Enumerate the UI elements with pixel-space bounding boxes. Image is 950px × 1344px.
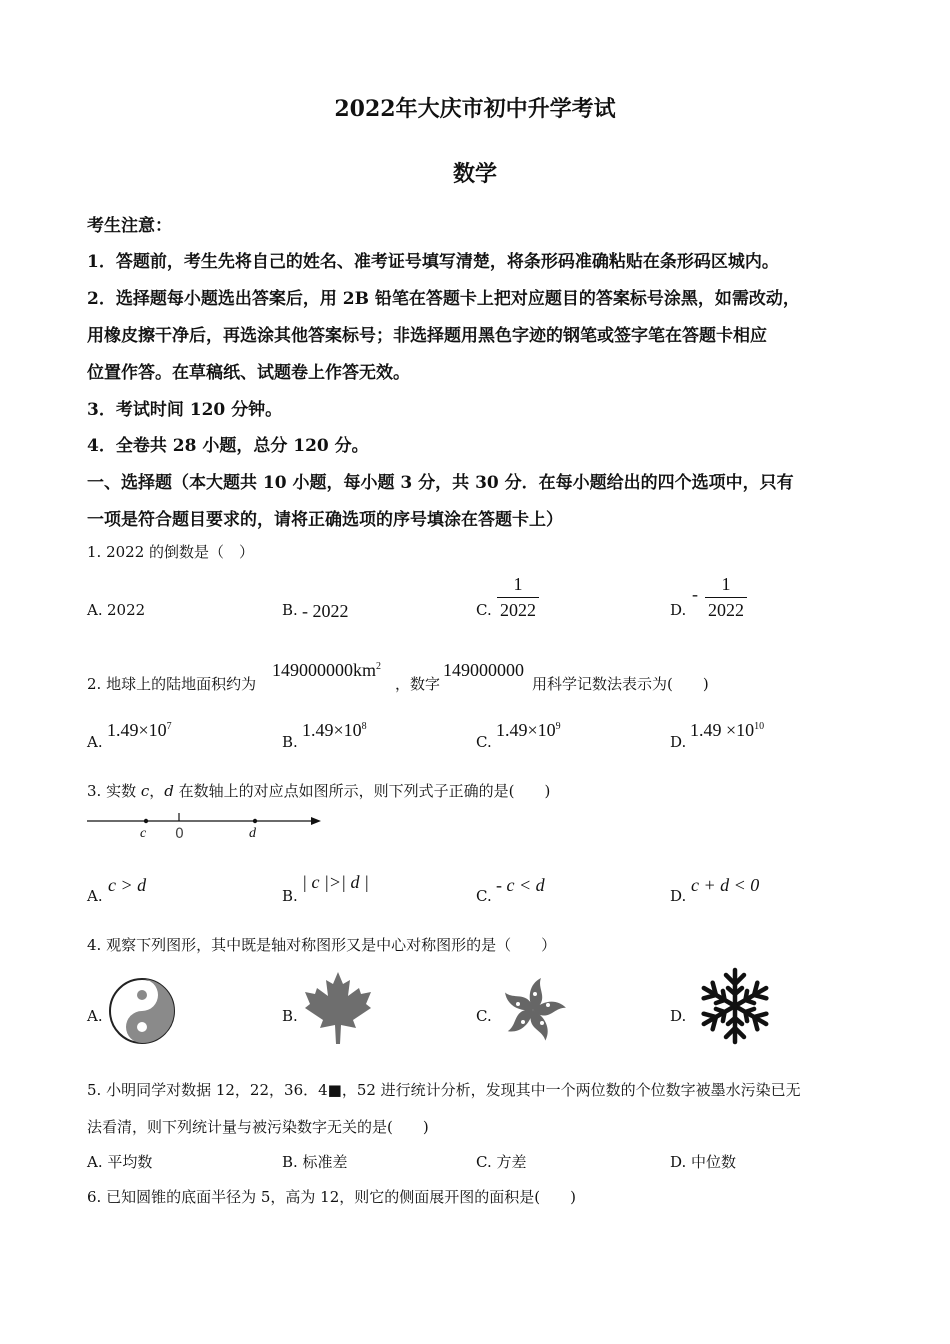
q2-number: 149000000	[443, 660, 524, 680]
q2-option-d-label: D.	[670, 733, 687, 751]
q3-option-d-label: D.	[670, 887, 687, 905]
notice-item: 4．全卷共 28 小题，总分 120 分。	[87, 436, 369, 456]
q3-option-c-label: C.	[476, 887, 492, 905]
notice-item: 1．答题前，考生先将自己的姓名、准考证号填写清楚，将条形码准确粘贴在条形码区城内。	[87, 252, 779, 272]
q2-a-exponent: 7	[166, 721, 172, 732]
q3-stem-pre: 3. 实数	[87, 782, 141, 800]
q2-option-d-value	[690, 720, 764, 741]
q2-option-a-label: A.	[87, 733, 103, 751]
q2-option-a-value	[107, 720, 172, 741]
q1-option-d-sign: -	[692, 584, 698, 604]
number-line-arrow	[311, 817, 321, 825]
q1-option-b-value: - 2022	[302, 601, 349, 621]
q2-option-b-value	[302, 720, 367, 741]
number-line-figure	[87, 808, 327, 848]
axis-label-c: c	[140, 826, 147, 841]
notice-item: 位置作答。在草稿纸、试题卷上作答无效。	[87, 363, 410, 383]
notice-item: 2．选择题每小题选出答案后，用 2B 铅笔在答题卡上把对应题目的答案标号涂黑，如需改动，	[87, 289, 800, 309]
bauhinia-icon	[498, 975, 568, 1045]
q2-c-exponent: 9	[555, 721, 561, 732]
q3-var-c: c	[140, 782, 150, 800]
fraction-denominator: 2022	[708, 600, 744, 620]
question-2-stem-post: 用科学记数法表示为( )	[532, 675, 709, 693]
q1-option-b-label: B.	[282, 601, 298, 619]
maple-leaf-icon	[303, 970, 373, 1046]
section-heading-cont: 一项是符合题目要求的，请将正确选项的序号填涂在答题卡上）	[87, 510, 563, 530]
q2-option-c-value	[496, 720, 561, 741]
exam-title: 2022年大庆市初中升学考试	[334, 96, 616, 122]
yin-yang-dark-dot	[137, 990, 147, 1000]
question-2-stem-pre: 2. 地球上的陆地面积约为	[87, 675, 257, 693]
q2-d-base: 1.49 ×10	[690, 720, 755, 740]
fraction-denominator: 2022	[500, 600, 536, 620]
maple-leaf-shape	[305, 972, 371, 1044]
q4-option-b-label: B.	[282, 1007, 298, 1025]
q5-option-c: C. 方差	[476, 1153, 527, 1171]
q2-area-value	[272, 660, 381, 681]
point-c	[144, 819, 148, 823]
q5-option-d: D. 中位数	[670, 1153, 737, 1171]
stamen-dot	[521, 1020, 525, 1024]
question-1-stem: 1. 2022 的倒数是（ ）	[87, 543, 255, 561]
q3-option-b-label: B.	[282, 887, 298, 905]
notice-heading: 考生注意：	[87, 216, 172, 236]
q4-option-d-label: D.	[670, 1007, 687, 1025]
stamen-dot	[516, 1002, 520, 1006]
q3-comma: ，	[149, 782, 165, 800]
fraction-bar	[705, 597, 747, 598]
stamen-dot	[533, 992, 537, 996]
snowflake-arms	[699, 970, 770, 1042]
q4-option-c-label: C.	[476, 1007, 492, 1025]
question-2-stem-mid: ，数字	[395, 675, 441, 693]
axis-label-d: d	[249, 826, 256, 841]
q2-a-base: 1.49×10	[107, 720, 167, 740]
notice-item: 用橡皮擦干净后，再选涂其他答案标号；非选择题用黑色字迹的钢笔或签字笔在答题卡相应	[87, 326, 767, 346]
q3-option-d-expr: c + d < 0	[691, 875, 760, 895]
q1-option-d-label: D.	[670, 601, 687, 619]
subject-title: 数学	[452, 161, 497, 187]
q2-area-exponent: 2	[376, 661, 382, 672]
yin-yang-icon	[108, 977, 176, 1045]
point-d	[253, 819, 257, 823]
question-5-stem: 5. 小明同学对数据 12，22，36．4■，52 进行统计分析，发现其中一个两位数的个位数字被墨水污染已无	[87, 1081, 801, 1099]
yin-yang-light-dot	[137, 1022, 147, 1032]
q5-option-a: A. 平均数	[87, 1153, 153, 1171]
q1-option-c-fraction	[497, 574, 539, 621]
q4-option-a-label: A.	[87, 1007, 103, 1025]
q1-option-a-label: A.	[87, 601, 103, 619]
q2-option-b-label: B.	[282, 733, 298, 751]
section-heading: 一、选择题（本大题共 10 小题，每小题 3 分，共 30 分．在每小题给出的四个选项中，只有	[87, 473, 794, 493]
q3-stem-post: 在数轴上的对应点如图所示，则下列式子正确的是( )	[173, 782, 551, 800]
q3-var-d: d	[164, 782, 174, 800]
q5-option-b: B. 标准差	[282, 1153, 348, 1171]
bauhinia-petals	[502, 978, 567, 1041]
q3-option-a-label: A.	[87, 887, 103, 905]
q1-option-d-fraction	[705, 574, 747, 621]
snowflake-icon	[692, 966, 778, 1046]
question-3-stem	[87, 780, 550, 801]
q2-area-text: 149000000km	[272, 660, 377, 680]
notice-item: 3．考试时间 120 分钟。	[87, 400, 283, 420]
q3-option-c-expr: - c < d	[496, 875, 545, 895]
q2-option-c-label: C.	[476, 733, 492, 751]
fraction-bar	[497, 597, 539, 598]
question-6-stem: 6. 已知圆锥的底面半径为 5，高为 12，则它的侧面展开图的面积是( )	[87, 1188, 576, 1206]
q2-c-base: 1.49×10	[496, 720, 556, 740]
stamen-dot	[546, 1003, 550, 1007]
q2-d-exponent: 10	[754, 721, 765, 732]
fraction-numerator: 1	[721, 574, 731, 594]
q3-option-b-expr: | c |>| d |	[302, 872, 369, 892]
q2-b-base: 1.49×10	[302, 720, 362, 740]
question-5-stem-cont: 法看清，则下列统计量与被污染数字无关的是( )	[87, 1118, 429, 1136]
q3-option-a-expr: c > d	[108, 875, 147, 895]
fraction-numerator: 1	[513, 574, 523, 594]
q2-b-exponent: 8	[361, 721, 367, 732]
q1-option-a-value: 2022	[107, 601, 146, 619]
question-4-stem: 4. 观察下列图形，其中既是轴对称图形又是中心对称图形的是（ ）	[87, 936, 557, 954]
axis-label-zero: 0	[175, 826, 184, 842]
stamen-dot	[540, 1021, 544, 1025]
q1-option-c-label: C.	[476, 601, 492, 619]
